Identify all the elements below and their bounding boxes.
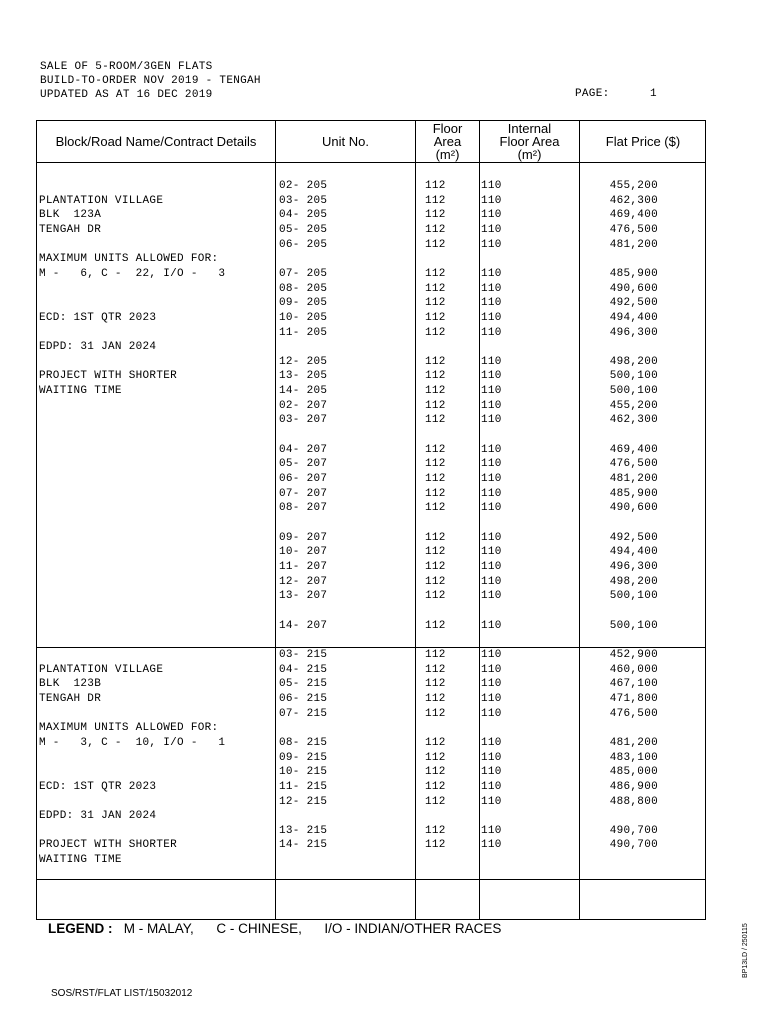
block-detail-line: EDPD: 31 JAN 2024 (39, 810, 157, 823)
internal-floor-area-value: 110 (481, 619, 502, 632)
flat-list-table (36, 120, 706, 920)
unit-number: 04- 205 (279, 209, 328, 222)
flat-price-value: 492,500 (609, 297, 658, 310)
page-label: PAGE: (575, 88, 610, 100)
floor-area-value: 112 (425, 546, 446, 559)
floor-area-value: 112 (425, 795, 446, 808)
doc-title-line2: BUILD-TO-ORDER NOV 2019 - TENGAH (40, 75, 261, 87)
internal-floor-area-value: 110 (481, 766, 502, 779)
floor-area-value: 112 (425, 443, 446, 456)
block-detail-line: EDPD: 31 JAN 2024 (39, 341, 157, 354)
floor-area-value: 112 (425, 414, 446, 427)
flat-price-value: 500,100 (609, 590, 658, 603)
internal-floor-area-value: 110 (481, 297, 502, 310)
flat-price-value: 481,200 (609, 736, 658, 749)
internal-floor-area-value: 110 (481, 311, 502, 324)
internal-floor-area-value: 110 (481, 575, 502, 588)
floor-area-value: 112 (425, 385, 446, 398)
flat-price-value: 455,200 (609, 399, 658, 412)
legend-indian-other: I/O - INDIAN/OTHER RACES (324, 921, 502, 936)
floor-area-value: 112 (425, 649, 446, 661)
flat-price-value: 485,900 (609, 487, 658, 500)
internal-floor-area-value: 110 (481, 267, 502, 280)
unit-number: 07- 207 (279, 487, 328, 500)
floor-area-value: 112 (425, 531, 446, 544)
flat-price-value: 490,600 (609, 282, 658, 295)
unit-number: 12- 205 (279, 355, 328, 368)
internal-floor-area-value: 110 (481, 487, 502, 500)
flat-price-value: 483,100 (609, 751, 658, 764)
floor-area-value: 112 (425, 619, 446, 632)
block-detail-line: PLANTATION VILLAGE (39, 663, 164, 676)
floor-area-value: 112 (425, 355, 446, 368)
doc-updated-date: UPDATED AS AT 16 DEC 2019 (40, 89, 213, 101)
flat-price-value: 500,100 (609, 370, 658, 383)
flat-price-value: 481,200 (609, 238, 658, 251)
floor-area-value: 112 (425, 487, 446, 500)
internal-floor-area-value: 110 (481, 399, 502, 412)
unit-number: 08- 207 (279, 502, 328, 515)
floor-area-value: 112 (425, 238, 446, 251)
flat-price-value: 481,200 (609, 473, 658, 485)
unit-number: 05- 207 (279, 458, 328, 471)
unit-number: 07- 205 (279, 267, 328, 280)
unit-number: 02- 205 (279, 180, 328, 192)
floor-area-value: 112 (425, 209, 446, 222)
floor-area-value: 112 (425, 560, 446, 573)
unit-number: 08- 215 (279, 736, 328, 749)
floor-area-value: 112 (425, 223, 446, 236)
block-detail-line: MAXIMUM UNITS ALLOWED FOR: (39, 722, 219, 735)
internal-floor-area-value: 110 (481, 751, 502, 764)
flat-price-value: 460,000 (609, 663, 658, 676)
unit-number: 14- 207 (279, 619, 328, 632)
floor-area-value: 112 (425, 751, 446, 764)
legend-malay: M - MALAY, (123, 921, 194, 936)
internal-floor-area-value: 110 (481, 780, 502, 793)
block-detail-line: PROJECT WITH SHORTER (39, 370, 178, 383)
flat-price-value: 500,100 (609, 385, 658, 398)
flat-price-value: 485,900 (609, 267, 658, 280)
unit-number: 12- 207 (279, 575, 328, 588)
floor-area-value: 112 (425, 282, 446, 295)
block-detail-line: ECD: 1ST QTR 2023 (39, 780, 157, 793)
doc-title-line1: SALE OF 5-ROOM/3GEN FLATS (40, 61, 213, 73)
internal-floor-area-value: 110 (481, 736, 502, 749)
unit-number: 14- 215 (279, 839, 328, 852)
internal-floor-area-value: 110 (481, 531, 502, 544)
floor-area-value: 112 (425, 736, 446, 749)
floor-area-value: 112 (425, 824, 446, 837)
flat-price-value: 476,500 (609, 458, 658, 471)
flat-price-value: 488,800 (609, 795, 658, 808)
flat-price-value: 469,400 (609, 209, 658, 222)
flat-price-value: 490,700 (609, 839, 658, 852)
floor-area-value: 112 (425, 766, 446, 779)
block-detail-line: M - 6, C - 22, I/O - 3 (39, 267, 226, 280)
block-detail-line: BLK 123B (39, 678, 102, 691)
floor-area-value: 112 (425, 180, 446, 192)
flat-price-value: 492,500 (609, 531, 658, 544)
flat-price-value: 490,700 (609, 824, 658, 837)
unit-number: 05- 215 (279, 678, 328, 691)
flat-price-value: 469,400 (609, 443, 658, 456)
page-number: 1 (650, 88, 657, 100)
floor-area-value: 112 (425, 297, 446, 310)
block-detail-line: M - 3, C - 10, I/O - 1 (39, 736, 226, 749)
internal-floor-area-value: 110 (481, 194, 502, 207)
internal-floor-area-value: 110 (481, 649, 502, 661)
flat-price-value: 490,600 (609, 502, 658, 515)
legend-label: LEGEND : (48, 921, 113, 936)
internal-floor-area-value: 110 (481, 180, 502, 192)
floor-area-value: 112 (425, 502, 446, 515)
floor-area-value: 112 (425, 780, 446, 793)
unit-number: 10- 215 (279, 766, 328, 779)
internal-floor-area-value: 110 (481, 663, 502, 676)
floor-area-value: 112 (425, 194, 446, 207)
block-detail-line: PROJECT WITH SHORTER (39, 839, 178, 852)
internal-floor-area-value: 110 (481, 355, 502, 368)
flat-price-value: 455,200 (609, 180, 658, 192)
unit-number: 10- 207 (279, 546, 328, 559)
unit-number: 02- 207 (279, 399, 328, 412)
legend-chinese: C - CHINESE, (216, 921, 302, 936)
block-detail-line: MAXIMUM UNITS ALLOWED FOR: (39, 253, 219, 266)
internal-floor-area-value: 110 (481, 795, 502, 808)
flat-price-value: 462,300 (609, 194, 658, 207)
floor-area-value: 112 (425, 692, 446, 705)
internal-floor-area-value: 110 (481, 385, 502, 398)
unit-number: 03- 205 (279, 194, 328, 207)
floor-area-value: 112 (425, 267, 446, 280)
legend (48, 921, 501, 936)
flat-price-value: 496,300 (609, 326, 658, 339)
flat-price-value: 500,100 (609, 619, 658, 632)
form-code: SOS/RST/FLAT LIST/15032012 (51, 988, 193, 999)
internal-floor-area-value: 110 (481, 590, 502, 603)
unit-number: 10- 205 (279, 311, 328, 324)
floor-area-value: 112 (425, 370, 446, 383)
unit-number: 03- 215 (279, 649, 328, 661)
flat-price-value: 498,200 (609, 355, 658, 368)
internal-floor-area-value: 110 (481, 209, 502, 222)
col-header-price: Flat Price ($) (605, 134, 681, 149)
col-header-internal-floor-area: Internal Floor Area (m²) (499, 121, 560, 162)
block-detail-line: TENGAH DR (39, 692, 102, 705)
flat-price-value: 496,300 (609, 560, 658, 573)
flat-price-value: 452,900 (609, 649, 658, 661)
block-detail-line: WAITING TIME (39, 385, 122, 398)
unit-number: 05- 205 (279, 223, 328, 236)
internal-floor-area-value: 110 (481, 443, 502, 456)
flat-price-value: 486,900 (609, 780, 658, 793)
flat-price-value: 462,300 (609, 414, 658, 427)
floor-area-value: 112 (425, 473, 446, 485)
internal-floor-area-value: 110 (481, 370, 502, 383)
floor-area-value: 112 (425, 663, 446, 676)
block-detail-line: PLANTATION VILLAGE (39, 194, 164, 207)
floor-area-value: 112 (425, 311, 446, 324)
internal-floor-area-value: 110 (481, 546, 502, 559)
floor-area-value: 112 (425, 678, 446, 691)
unit-number: 11- 207 (279, 560, 328, 573)
unit-number: 04- 215 (279, 663, 328, 676)
unit-number: 13- 205 (279, 370, 328, 383)
internal-floor-area-value: 110 (481, 824, 502, 837)
block-detail-line: ECD: 1ST QTR 2023 (39, 311, 157, 324)
col-header-unit: Unit No. (322, 134, 369, 149)
unit-number: 09- 207 (279, 531, 328, 544)
col-header-floor-area: Floor Area (m²) (432, 121, 463, 162)
floor-area-value: 112 (425, 399, 446, 412)
internal-floor-area-value: 110 (481, 692, 502, 705)
unit-number: 14- 205 (279, 385, 328, 398)
flat-price-value: 476,500 (609, 707, 658, 720)
internal-floor-area-value: 110 (481, 282, 502, 295)
unit-number: 06- 207 (279, 473, 328, 485)
internal-floor-area-value: 110 (481, 839, 502, 852)
internal-floor-area-value: 110 (481, 238, 502, 251)
floor-area-value: 112 (425, 590, 446, 603)
unit-number: 13- 215 (279, 824, 328, 837)
internal-floor-area-value: 110 (481, 473, 502, 485)
unit-number: 13- 207 (279, 590, 328, 603)
internal-floor-area-value: 110 (481, 560, 502, 573)
flat-price-value: 485,000 (609, 766, 658, 779)
side-code: BP13LD / 250115 (742, 923, 749, 978)
block-detail-line: WAITING TIME (39, 854, 122, 867)
flat-price-value: 498,200 (609, 575, 658, 588)
block-detail-line: BLK 123A (39, 209, 102, 222)
internal-floor-area-value: 110 (481, 326, 502, 339)
unit-number: 11- 205 (279, 326, 328, 339)
floor-area-value: 112 (425, 839, 446, 852)
unit-number: 09- 215 (279, 751, 328, 764)
internal-floor-area-value: 110 (481, 502, 502, 515)
unit-number: 12- 215 (279, 795, 328, 808)
unit-number: 06- 215 (279, 692, 328, 705)
floor-area-value: 112 (425, 326, 446, 339)
floor-area-value: 112 (425, 575, 446, 588)
floor-area-value: 112 (425, 707, 446, 720)
unit-number: 11- 215 (279, 780, 328, 793)
unit-number: 03- 207 (279, 414, 328, 427)
internal-floor-area-value: 110 (481, 458, 502, 471)
block-detail-line: TENGAH DR (39, 223, 102, 236)
flat-price-value: 471,800 (609, 692, 658, 705)
flat-price-value: 494,400 (609, 546, 658, 559)
unit-number: 07- 215 (279, 707, 328, 720)
unit-number: 08- 205 (279, 282, 328, 295)
flat-price-value: 476,500 (609, 223, 658, 236)
unit-number: 04- 207 (279, 443, 328, 456)
col-header-block: Block/Road Name/Contract Details (55, 134, 257, 149)
internal-floor-area-value: 110 (481, 678, 502, 691)
internal-floor-area-value: 110 (481, 414, 502, 427)
internal-floor-area-value: 110 (481, 223, 502, 236)
unit-number: 06- 205 (279, 238, 328, 251)
unit-number: 09- 205 (279, 297, 328, 310)
internal-floor-area-value: 110 (481, 707, 502, 720)
flat-price-value: 467,100 (609, 678, 658, 691)
floor-area-value: 112 (425, 458, 446, 471)
flat-price-value: 494,400 (609, 311, 658, 324)
